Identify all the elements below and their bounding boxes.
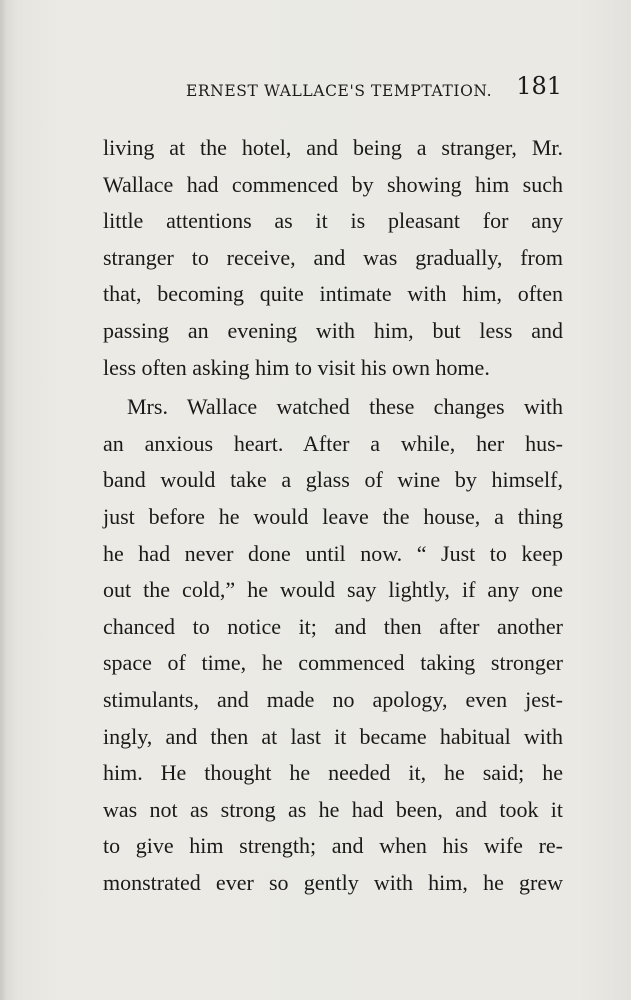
running-header [186, 72, 566, 106]
text-line: an anxious heart. After a while, her hus- [103, 430, 563, 456]
text-line: him. He thought he needed it, he said; he [103, 760, 563, 786]
text-line: that, becoming quite intimate with him, often [103, 281, 563, 307]
text-line: little attentions as it is pleasant for any [103, 208, 563, 234]
body-text [103, 130, 563, 901]
running-title: ERNEST WALLACE'S TEMPTATION. [186, 82, 493, 100]
text-line: ingly, and then at last it became habitual with [103, 723, 563, 749]
page-spine-shadow [0, 0, 6, 1000]
text-line: living at the hotel, and being a stranger, Mr. [103, 135, 563, 160]
paragraph-1 [103, 130, 563, 386]
text-line: he had never done until now. “ Just to keep [103, 540, 563, 566]
text-line: less often asking him to visit his own home. [103, 354, 490, 380]
page-number: 181 [516, 72, 562, 100]
text-line: stimulants, and made no apology, even jest- [103, 686, 563, 712]
text-line: to give him strength; and when his wife re- [103, 833, 563, 859]
paragraph-2 [103, 389, 563, 901]
text-line: monstrated ever so gently with him, he grew [103, 869, 563, 895]
text-line: passing an evening with him, but less and [103, 317, 563, 343]
text-line: Wallace had commenced by showing him such [103, 171, 563, 197]
text-line: was not as strong as he had been, and took it [103, 796, 563, 822]
text-line: just before he would leave the house, a thing [103, 503, 563, 529]
text-line: band would take a glass of wine by himself, [103, 467, 563, 493]
text-line: space of time, he commenced taking stronger [103, 650, 563, 676]
text-line: out the cold,” he would say lightly, if any one [103, 577, 563, 603]
text-line: chanced to notice it; and then after another [103, 613, 563, 639]
text-line: Mrs. Wallace watched these changes with [127, 394, 563, 420]
text-line: stranger to receive, and was gradually, from [103, 244, 563, 270]
